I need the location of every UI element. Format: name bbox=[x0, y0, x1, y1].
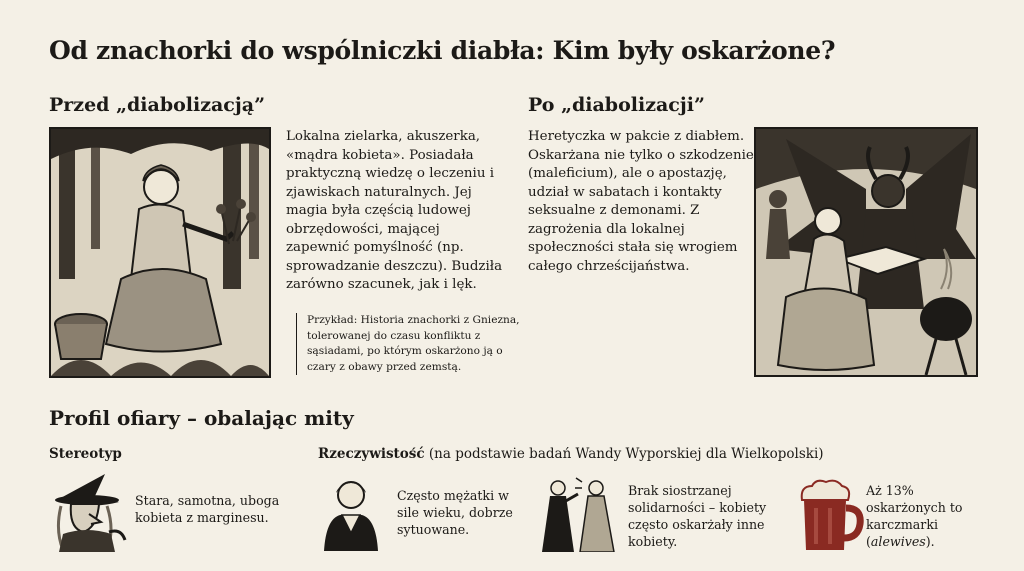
accusing-women-icon bbox=[538, 476, 618, 552]
reality-heading-bold: Rzeczywistość bbox=[318, 446, 425, 462]
before-description: Lokalna zielarka, akuszerka, «mądra kobieta». Posiadała praktyczną wiedzę o leczeniu i zjawiskach naturalnych. Jej magia była częścią ludowej obrzędowości, mającej zapewnić pomyślność (np. sprowadzanie deszczu). Budziła zarówno szacunek, jak i lęk. bbox=[286, 129, 503, 292]
witch-icon bbox=[49, 470, 127, 552]
married-woman-icon bbox=[320, 475, 382, 551]
reality-heading-source: (na podstawie badań Wandy Wyporskiej dla Wielkopolski) bbox=[424, 446, 824, 462]
page-title: Od znachorki do wspólniczki diabła: Kim były oskarżone? bbox=[49, 36, 836, 65]
stereotype-heading: Stereotyp bbox=[49, 446, 122, 462]
devil-pact-illustration bbox=[754, 127, 978, 377]
herbalist-illustration bbox=[49, 127, 271, 378]
beer-mug-icon bbox=[800, 478, 864, 552]
alewives-text-main: Aż 13% oskarżonych to karczmarki ( bbox=[866, 483, 963, 549]
after-description: Heretyczka w pakcie z diabłem. Oskarżana nie tylko o szkodzenie (maleficium), ale o apostazję, udział w sabatach i kontakty seksualne z demonami. Z zagrożenia dla lokalnej społeczności stała się wrogiem całego chrześcijaństwa. bbox=[528, 129, 754, 274]
reality-heading bbox=[318, 446, 824, 462]
alewives-text bbox=[866, 482, 996, 550]
before-heading: Przed „diabolizacją” bbox=[49, 94, 265, 116]
alewives-text-end: ). bbox=[925, 534, 935, 549]
alewives-term: alewives bbox=[870, 534, 926, 549]
example-quote: Przykład: Historia znachorki z Gniezna, tolerowanej do czasu konfliktu z sąsiadami, po którym oskarżono ją o czary z obawy przed zemstą. bbox=[296, 313, 522, 375]
profile-heading: Profil ofiary – obalając mity bbox=[49, 406, 354, 430]
no-solidarity-text: Brak siostrzanej solidarności – kobiety często oskarżały inne kobiety. bbox=[628, 483, 767, 549]
stereotype-text: Stara, samotna, uboga kobieta z marginesu. bbox=[135, 493, 280, 525]
after-heading: Po „diabolizacji” bbox=[528, 94, 705, 116]
married-women-text: Często mężatki w sile wieku, dobrze sytuowane. bbox=[397, 488, 513, 537]
